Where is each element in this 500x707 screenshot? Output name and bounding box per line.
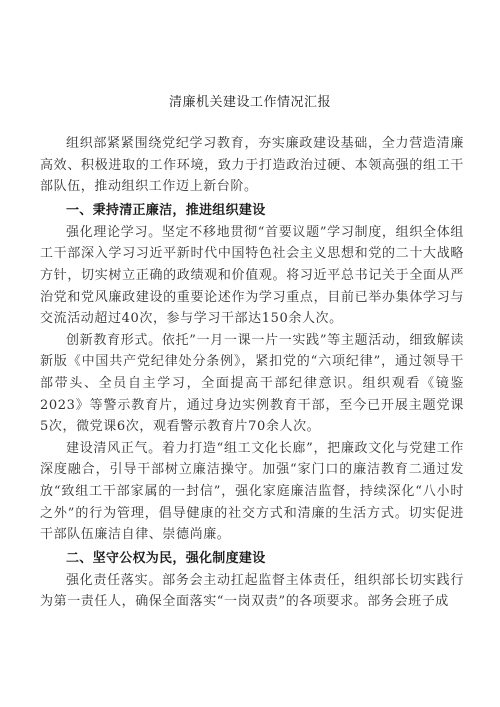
- section-heading-1: 一、秉持清正廉洁，推进组织建设: [66, 202, 266, 218]
- section1-paragraph-2: 创新教育形式。依托”一月一课一片一实践”等主题活动，细致解读新版《中国共产党纪律处分条例》，紧扣党的“六项纪律”，通过领导干部带头、全员自主学习，全面提高干部纪律意识。组织观看《镜鉴2023》等警示教育片，通过身边实例教育干部，至今已开展主题党课5次，微党课6次，观看警示教育片70余人次。: [40, 332, 464, 435]
- section-heading-2: 二、坚守公权为民，强化制度建设: [66, 550, 266, 566]
- document-body: [40, 133, 464, 613]
- section2-paragraph-1: 强化责任落实。部务会主动扛起监督主体责任，组织部长切实践行为第一责任人，确保全面落实“一岗双责”的各项要求。部务会班子成: [40, 572, 464, 610]
- document-title: 清廉机关建设工作情况汇报: [168, 95, 331, 110]
- section1-paragraph-1: 强化理论学习。坚定不移地贯彻“首要议题”学习制度，组织全体组工干部深入学习习近平新时代中国特色社会主义思想和党的二十大战略方针，切实树立正确的政绩观和价值观。将习近平总书记关于全面从严治党和党风廉政建设的重要论述作为学习重点，目前已举办集体学习与交流活动超过40次，参与学习干部达150余人次。: [40, 224, 464, 327]
- intro-paragraph: 组织部紧紧围绕党纪学习教育，夯实廉政建设基础，全力营造清廉高效、积极进取的工作环境，致力于打造政治过硬、本领高强的组工干部队伍，推动组织工作迈上新台阶。: [40, 136, 464, 195]
- section1-paragraph-3: 建设清风正气。着力打造“组工文化长廊”，把廉政文化与党建工作深度融合，引导干部树立廉洁操守。加强“家门口的廉洁教育二通过发放“致组工干部家属的一封信”，强化家庭廉洁监督，持续深化“八小时之外”的行为管理，倡导健康的社交方式和清廉的生活方式。切实促进干部队伍廉洁自律、崇德尚廉。: [40, 440, 464, 543]
